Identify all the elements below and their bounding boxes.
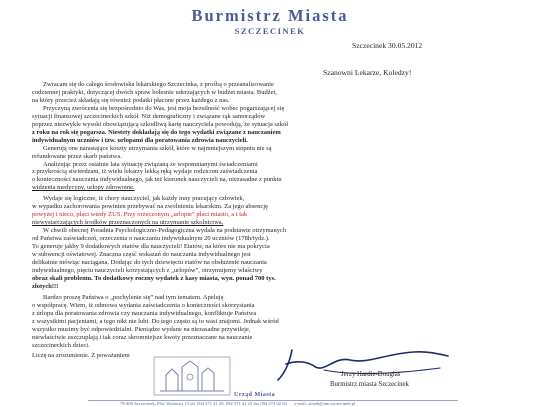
footer-office-name: Urząd Miasta (234, 392, 276, 398)
body-line: o konieczności nauczania indywidualnego, jak też kierunek nauczycieli na, niezasadne z punktu (32, 176, 282, 184)
body-line: niewłaściwie uszczuplają i tak coraz skromniejsze kwoty przeznaczane na nauczanie (32, 333, 253, 341)
letterhead-subtitle: SZCZECINEK (234, 26, 306, 36)
letterhead-title: Burmistrz Miasta (191, 6, 349, 25)
body-line: niewystarczających środków przeznaczonych na utrzymanie szkolnictwa. (32, 219, 224, 227)
body-line: na który przecież składają się również podatki płacone przez każdego z nas. (32, 96, 230, 104)
body-line: Przyczyną zwrócenia się bezpośrednio do Was, jest moja bezsilność wobec pogarszającej się (43, 104, 285, 112)
body-line: z urlopu dla poratowania zdrowia czy nauczania indywidualnego, konfliktuje Państwa (32, 309, 257, 317)
body-line: codziennej praktyki, dotyczącej dwóch spraw bolesnie uderzających w budżet miasta. Budżet, (32, 88, 277, 96)
body-line: o współpracę. Wiem, iż odmowa wydania zaświadczenia o konieczności skorzystania (32, 301, 255, 309)
body-line: z przykrością stwierdzam, iż wielu lekarzy lekką ręką wydaje rodzicom zaświadczenia (32, 168, 258, 176)
body-line: złotych!!! (32, 282, 59, 290)
city-seal-icon (152, 355, 232, 397)
signatory-role: Burmistrz miasta Szczecinek (330, 381, 409, 388)
body-line: Wydaje się logiczne, iż chory nauczyciel, jak każdy inny pracujący człowiek, (43, 195, 245, 203)
body-line: widzenia medycyny, urlopy zdrowotne. (32, 184, 135, 192)
body-line: Liczę na zrozumienie. Z poważaniem (32, 352, 130, 360)
body-line: obraz skali problemu. To dodatkowy roczny wydatek z kasy miasta, wyn. ponad 700 tys. (32, 274, 276, 282)
body-line: wszystko musimy być odpowiedzialni. Pieniądze wydane na niezasadne przywileje, (32, 325, 251, 333)
body-line: indywidualnego, pięciu nauczycieli korzystających z „urlopów”, otrzymujemy właściwy (32, 266, 263, 274)
body-line: Analizując przez ostatnie lata sytuację związaną ze wspomnianymi świadczeniami (43, 160, 258, 168)
body-line: szczecineckich dzieci. (32, 341, 90, 349)
body-line: w wypadku zachorowania powinien przebywać na zwolnieniu lekarskim. Za jego absencję (32, 203, 268, 211)
body-line: To generuje jakby 9 dodatkowych etatów dla nauczycieli! Etatów, na które nie ma pokrycia (32, 243, 270, 251)
body-line: od Państwa zaświadczeń, orzeczenia o nauczaniu indywidualnym 20 uczniów (178h/tydz.). (32, 235, 270, 243)
footer-address-line: 78-400 Szczecinek, Plac Wolności 13 tel. 094 371 41 58, 094 371 41 23 fax 094 374 02 04 (120, 401, 287, 406)
body-line: powyżej i nieco, płaci wtedy ZUS. Przy orzeczonym „urlopie” płaci miasto, a i tak (32, 211, 248, 219)
salutation: Szanowni Lekarze, Koledzy! (323, 68, 412, 77)
body-line: indywidualnym uczniów i tzw. urlopami dla poratowania zdrowia nauczycieli. (32, 136, 248, 144)
body-line: z roku na rok się pogarsza. Niestety dokładają się do tego wydatki związane z nauczaniem (32, 128, 281, 136)
body-line: sytuacji finansowej szczecineckich szkół. Niż demograficzny i związane rąk samorządów (32, 112, 266, 120)
body-line: z wszystkimi pacjentami, a tego nikt nie lubi. Do tego często są to wasi znajomi. Jednak wśród (32, 317, 279, 325)
body-line: Generują one narastające koszty utrzymania szkół, które w najmniejszym stopniu nie są (43, 144, 272, 152)
letter-date: Szczecinek 30.05.2012 (352, 41, 423, 50)
signature-icon (264, 346, 454, 384)
body-line: poprzez niezwykle wysoki obowiązującą szkodliwą kartę nauczyciela powodują, że sytuacja szkół (32, 120, 289, 128)
body-line: Zwracam się do całego środowiska lekarskiego Szczecinka, z prośbą o przeanalizowanie (43, 81, 274, 88)
footer-address (120, 401, 355, 406)
body-line: w subwencji oświatowej. Znaczna część wskazań do nauczania indywidualnego jest (32, 251, 251, 259)
body-line: W chwili obecnej Poradnia Psychologiczno-Pedagogiczna wydała na podstawie otrzymanych (43, 227, 287, 235)
body-line: Bardzo proszę Państwa o „pochylenie się” nad tym tematem. Apeluję (43, 293, 224, 301)
signatory-name: Jerzy Hardie-Douglas (341, 371, 401, 378)
letter-body (32, 81, 466, 360)
body-line: delikatnie mówiąc naciągana. Dodając do tych dziewięciu etatów na obsłużenie nauczania (32, 258, 267, 266)
body-line: refundowane przez skarb państwa. (32, 152, 122, 160)
footer-email: e-mail: ztrzeb@um.szczecinek.pl (293, 401, 356, 406)
